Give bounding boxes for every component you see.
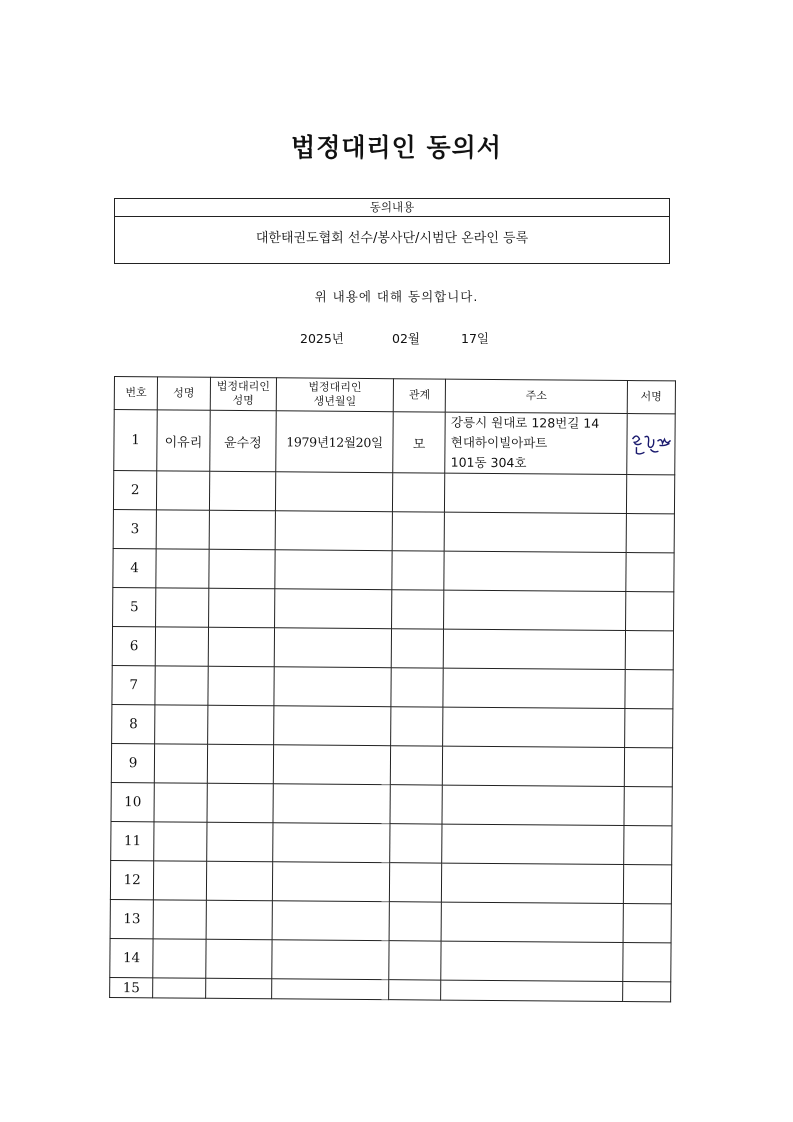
cell-guardian-name [206,900,273,940]
cell-guardian-name [209,471,276,511]
agreement-statement: 위 내용에 대해 동의합니다. [314,289,479,304]
cell-signature [624,709,673,748]
cell-name [154,783,207,822]
cell-signature [625,631,674,670]
cell-address [445,473,627,513]
cell-relation [389,941,442,980]
cell-no: 7 [112,665,156,704]
address-line: 강릉시 원대로 128번길 14 [450,414,600,431]
cell-no: 5 [113,587,157,626]
cell-guardian-birth [272,940,389,980]
cell-guardian-name [208,627,275,667]
cell-relation [389,980,442,1000]
cell-relation [391,707,444,746]
document-title: 법정대리인 동의서 [291,133,502,162]
cell-address [444,551,626,591]
cell-address [442,824,624,864]
address-line: 현대하이빌아파트 [450,434,548,451]
cell-guardian-name [206,822,273,862]
table-row [111,782,672,825]
cell-no: 15 [110,977,153,997]
cell-name [156,627,209,666]
header-guardian-birth: 법정대리인 생년월일 [276,378,393,412]
cell-relation [389,902,442,941]
cell-guardian-name: 윤수정 [209,410,276,472]
header-guardian-name: 법정대리인 성명 [210,377,277,411]
cell-guardian-birth [275,589,392,629]
table-row [113,471,674,514]
cell-address [444,512,626,552]
cell-relation [392,512,445,551]
cell-address [443,668,625,708]
cell-guardian-birth [273,862,390,902]
cell-name [153,900,206,939]
table-row [113,548,674,591]
date-day: 17일 [461,331,489,346]
cell-no: 3 [113,509,157,548]
cell-guardian-name [209,510,276,550]
cell-guardian-name [205,939,272,979]
table-row [113,509,674,552]
header-name: 성명 [158,377,211,410]
table-row [110,860,671,903]
table-row [112,704,673,747]
header-relation: 관계 [393,379,446,412]
address-line: 101동 304호 [450,454,527,471]
cell-relation: 모 [393,412,446,473]
guardian-table [109,376,676,1002]
table-row [110,899,671,942]
cell-guardian-name [205,978,272,999]
cell-signature [626,475,675,514]
cell-guardian-name [207,705,274,745]
cell-signature [623,865,672,904]
cell-guardian-name [208,549,275,589]
header-signature: 서명 [627,381,676,414]
cell-address [444,629,626,669]
cell-name: 이유리 [157,410,210,471]
cell-signature [624,787,673,826]
cell-signature [624,748,673,787]
cell-guardian-birth [274,628,391,668]
cell-name [155,666,208,705]
cell-guardian-birth [273,745,390,785]
consent-header: 동의내용 [115,199,669,217]
table-row [112,665,673,708]
cell-signature [626,414,675,475]
cell-signature [623,826,672,865]
cell-guardian-birth [274,667,391,707]
cell-signature [623,904,672,943]
cell-no: 11 [111,821,155,860]
date-year: 2025년 [300,331,344,346]
cell-name [157,471,210,510]
cell-guardian-birth [275,550,392,590]
cell-guardian-birth [276,472,393,512]
cell-guardian-birth [272,901,389,941]
cell-guardian-birth [275,511,392,551]
table-row [110,938,671,981]
cell-address [442,785,624,825]
cell-address [444,590,626,630]
header-address: 주소 [446,379,628,413]
cell-signature [626,514,675,553]
cell-guardian-birth [273,784,390,824]
cell-no: 2 [113,471,157,510]
cell-name [154,861,207,900]
cell-address [443,707,625,747]
date-month: 02월 [392,331,420,346]
cell-address [441,902,623,942]
table-row [111,821,672,864]
cell-address [442,863,624,903]
consent-box [114,198,670,264]
cell-no: 10 [111,782,155,821]
cell-no: 13 [110,899,154,938]
table-row [110,977,671,1001]
cell-no: 1 [114,410,158,471]
cell-no: 14 [110,938,154,977]
cell-no: 9 [111,743,155,782]
cell-guardian-name [206,861,273,901]
cell-guardian-name [207,783,274,823]
cell-name [155,744,208,783]
cell-guardian-birth [272,979,389,1000]
cell-signature [622,982,671,1002]
cell-relation [390,785,443,824]
cell-relation [389,863,442,902]
cell-guardian-birth [273,823,390,863]
cell-guardian-name [207,744,274,784]
cell-relation [392,473,445,512]
cell-name [154,822,207,861]
consent-content: 대한태권도협회 선수/봉사단/시범단 온라인 등록 [255,231,529,246]
table-row [114,410,675,475]
cell-signature [624,670,673,709]
cell-relation [391,590,444,629]
cell-address [445,412,627,474]
cell-address [443,746,625,786]
cell-address [441,941,623,981]
cell-name [156,510,209,549]
table-row [113,587,674,630]
cell-guardian-name [208,666,275,706]
cell-signature [625,553,674,592]
cell-relation [391,629,444,668]
cell-relation [390,746,443,785]
cell-guardian-birth: 1979년12월20일 [276,411,393,473]
cell-guardian-birth [274,706,391,746]
cell-no: 12 [110,860,154,899]
cell-name [155,705,208,744]
handwritten-signature [629,429,673,459]
cell-no: 4 [113,548,157,587]
cell-signature [622,943,671,982]
table-row [111,743,672,786]
cell-name [153,939,206,978]
cell-relation [390,824,443,863]
cell-name [156,549,209,588]
cell-guardian-name [208,588,275,628]
cell-name [156,588,209,627]
cell-signature [625,592,674,631]
header-no: 번호 [114,377,158,410]
cell-no: 6 [112,626,156,665]
cell-relation [392,551,445,590]
table-header-row [114,377,675,414]
cell-address [441,980,622,1001]
cell-no: 8 [112,704,156,743]
table-row [112,626,673,669]
cell-relation [391,668,444,707]
cell-name [153,978,206,998]
